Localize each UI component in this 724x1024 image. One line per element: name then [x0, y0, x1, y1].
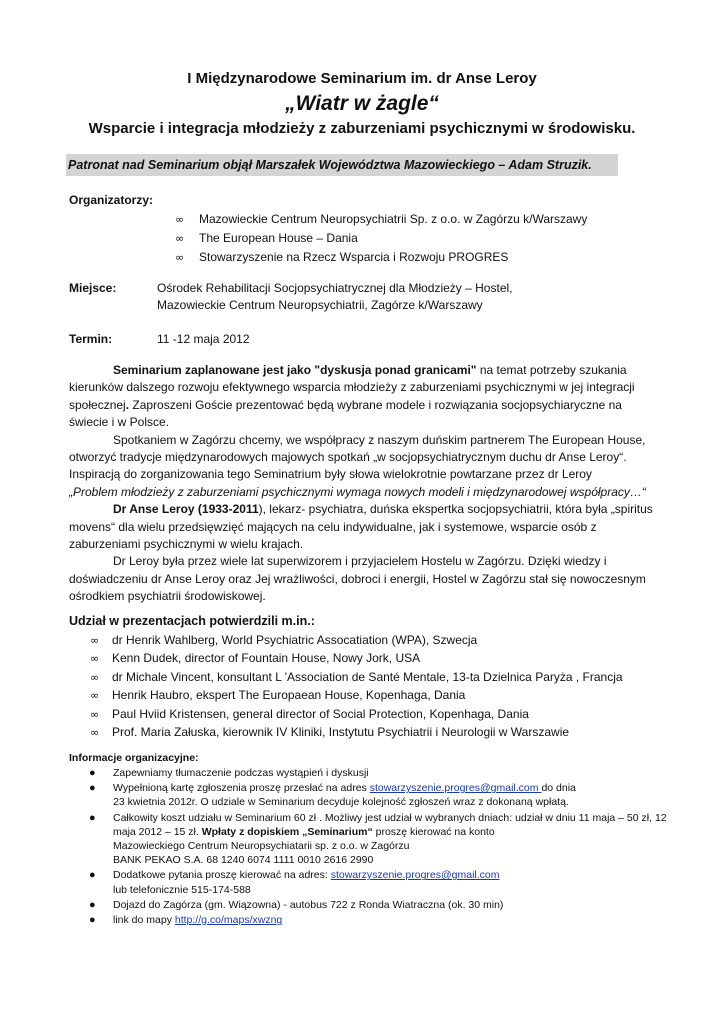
map-link[interactable]: http://g.co/maps/xwzng [174, 914, 283, 927]
patronage-banner: Patronat nad Seminarium objął Marszałek Województwa Mazowieckiego – Adam Struzik. [66, 154, 618, 176]
list-item: ∞ Stowarzyszenie na Rzecz Wsparcia i Rozwoju PROGRES [175, 248, 587, 267]
registration-email-link[interactable]: stowarzyszenie.progres@gmail.com [369, 782, 542, 795]
participants-list [90, 631, 623, 741]
list-item: ∞ Prof. Maria Załuska, kierownik IV Kliniki, Instytutu Psychiatrii i Neurologii w Warszawie [90, 723, 623, 741]
list-item: ∞ Kenn Dudek, director of Fountain House, Nowy Jork, USA [90, 649, 623, 667]
contact-email-link[interactable]: stowarzyszenie.progres@gmail.com [330, 869, 500, 882]
list-item: ● Całkowity koszt udziału w Seminarium 60 zł . Możliwy jest udział w wybranych dniach: udział w dniu 11 maja – 50 zł, 12 maja 2012 – 15 zł. Wpłaty z dopiskiem „Seminarium“ proszę kierować na konto Mazowieckiego Centrum Neuropsychiatarii sp. z o.o. w Zagórzu BANK PEKAO S.A. 68 1240 6074 1111 0010 2616 2990 [89, 811, 667, 867]
bullet-icon: ● [89, 767, 96, 779]
bullet-icon: ● [89, 914, 96, 927]
infinity-bullet-icon: ∞ [90, 634, 100, 647]
paragraph: Spotkaniem w Zagórzu chcemy, we współpracy z naszym duńskim partnerem The European House, otworzyć tradycje międzynarodowych majowych spotkań „w socjopsychiatrycznym duchu dr Anse Leroy“. Inspiracją do zorganizowania tego Seminatrium były słowa wielokrotnie powtarzane przez dr Leroy „Problem młodzieży z zaburzeniami psychicznymi wymaga nowych modeli i międzynarodowej współpracy…“ [69, 432, 646, 499]
venue-label: Miejsce: [69, 281, 117, 295]
list-item: ● Zapewniamy tłumaczenie podczas wystąpień i dyskusji [89, 767, 369, 779]
paragraph: Seminarium zaplanowane jest jako "dyskusja ponad granicami" na temat potrzeby szukania kierunków dalszego rozwoju efektywnego wsparcia młodzieży z zaburzeniami psychicznymi w jej integracji społecznej. Zaproszeni Goście prezentować będą wybrane modele i rozwiązania socjopsychiaryczne na świecie i w Polsce. [69, 363, 635, 430]
paragraph: Dr Anse Leroy (1933-2011), lekarz- psychiatra, duńska ekspertka socjopsychiatrii, która była „spiritus movens“ dla wielu przedsięwzięć mających na celu indywidualne, jak i systemowe, wsparcie osób z zaburzeniami psychicznymi w wielu krajach. [69, 502, 653, 552]
infinity-bullet-icon: ∞ [90, 725, 100, 739]
list-item: ∞ Paul Hviid Kristensen, general director of Social Protection, Kopenhaga, Dania [90, 705, 623, 723]
organizers-label: Organizatorzy: [69, 193, 154, 207]
list-item: ● Wypełnioną kartę zgłoszenia proszę przesłać na adres stowarzyszenie.progres@gmail.com do dnia 23 kwietnia 2012r. O udziale w Seminarium decyduje kolejność zgłoszeń wraz z dokonaną wpłatą. [89, 782, 576, 809]
list-item: ● link do mapy http://g.co/maps/xwzng [89, 914, 283, 927]
bullet-icon: ● [89, 898, 96, 911]
list-item: ● Dodatkowe pytania proszę kierować na adres: stowarzyszenie.progres@gmail.com lub telefonicznie 515-174-588 [89, 869, 500, 896]
list-item: ∞ Henrik Haubro, ekspert The Europaean House, Kopenhaga, Dania [90, 686, 623, 704]
bullet-icon: ● [89, 869, 96, 882]
seminar-title: I Międzynarodowe Seminarium im. dr Anse Leroy [187, 70, 537, 87]
list-item: ∞ dr Michale Vincent, konsultant L 'Association de Santé Mentale, 13-ta Dzielnica Paryża , Francja [90, 668, 623, 686]
bullet-icon: ● [89, 782, 96, 795]
leroy-quote: „Problem młodzieży z zaburzeniami psychicznymi wymaga nowych modeli i międzynarodowej współpracy…“ [69, 484, 646, 499]
infinity-bullet-icon: ∞ [90, 689, 100, 703]
infinity-bullet-icon: ∞ [90, 670, 100, 684]
info-heading: Informacje organizacyjne: [69, 752, 199, 764]
participants-heading: Udział w prezentacjach potwierdzili m.in.: [69, 614, 315, 628]
date-value: 11 -12 maja 2012 [157, 332, 250, 346]
infinity-bullet-icon: ∞ [175, 251, 185, 264]
list-item: ∞ The European House – Dania [175, 229, 587, 248]
list-item: ∞ dr Henrik Wahlberg, World Psychiatric Assocatiation (WPA), Szwecja [90, 631, 623, 649]
seminar-subtitle: Wsparcie i integracja młodzieży z zaburzeniami psychicznymi w środowisku. [88, 120, 636, 137]
info-list [89, 766, 669, 928]
infinity-bullet-icon: ∞ [175, 213, 185, 226]
description-text [69, 362, 659, 606]
infinity-bullet-icon: ∞ [90, 652, 100, 666]
list-item: ∞ Mazowieckie Centrum Neuropsychiatrii Sp. z o.o. w Zagórzu k/Warszawy [175, 210, 587, 229]
seminar-motto: „Wiatr w żagle“ [285, 92, 439, 115]
infinity-bullet-icon: ∞ [90, 707, 100, 721]
list-item: ● Dojazd do Zagórza (gm. Wiązowna) - autobus 722 z Ronda Wiatraczna (ok. 30 min) [89, 898, 504, 911]
venue-line-2: Mazowieckie Centrum Neuropsychiatrii, Zagórze k/Warszawy [157, 298, 483, 312]
venue-line-1: Ośrodek Rehabilitacji Socjopsychiatrycznej dla Młodzieży – Hostel, [157, 281, 513, 295]
paragraph: Dr Leroy była przez wiele lat superwizorem i przyjacielem Hostelu w Zagórzu. Dzięki wiedzy i doświadczeniu dr Anse Leroy oraz Jej wrażliwości, dobroci i energii, Hostel w Zagórzu stał się nowoczesnym ośrodkiem psychiatrii środowiskowej. [69, 554, 646, 604]
date-label: Termin: [69, 332, 113, 346]
bullet-icon: ● [89, 811, 96, 824]
organizers-list [175, 210, 587, 267]
infinity-bullet-icon: ∞ [175, 232, 185, 245]
